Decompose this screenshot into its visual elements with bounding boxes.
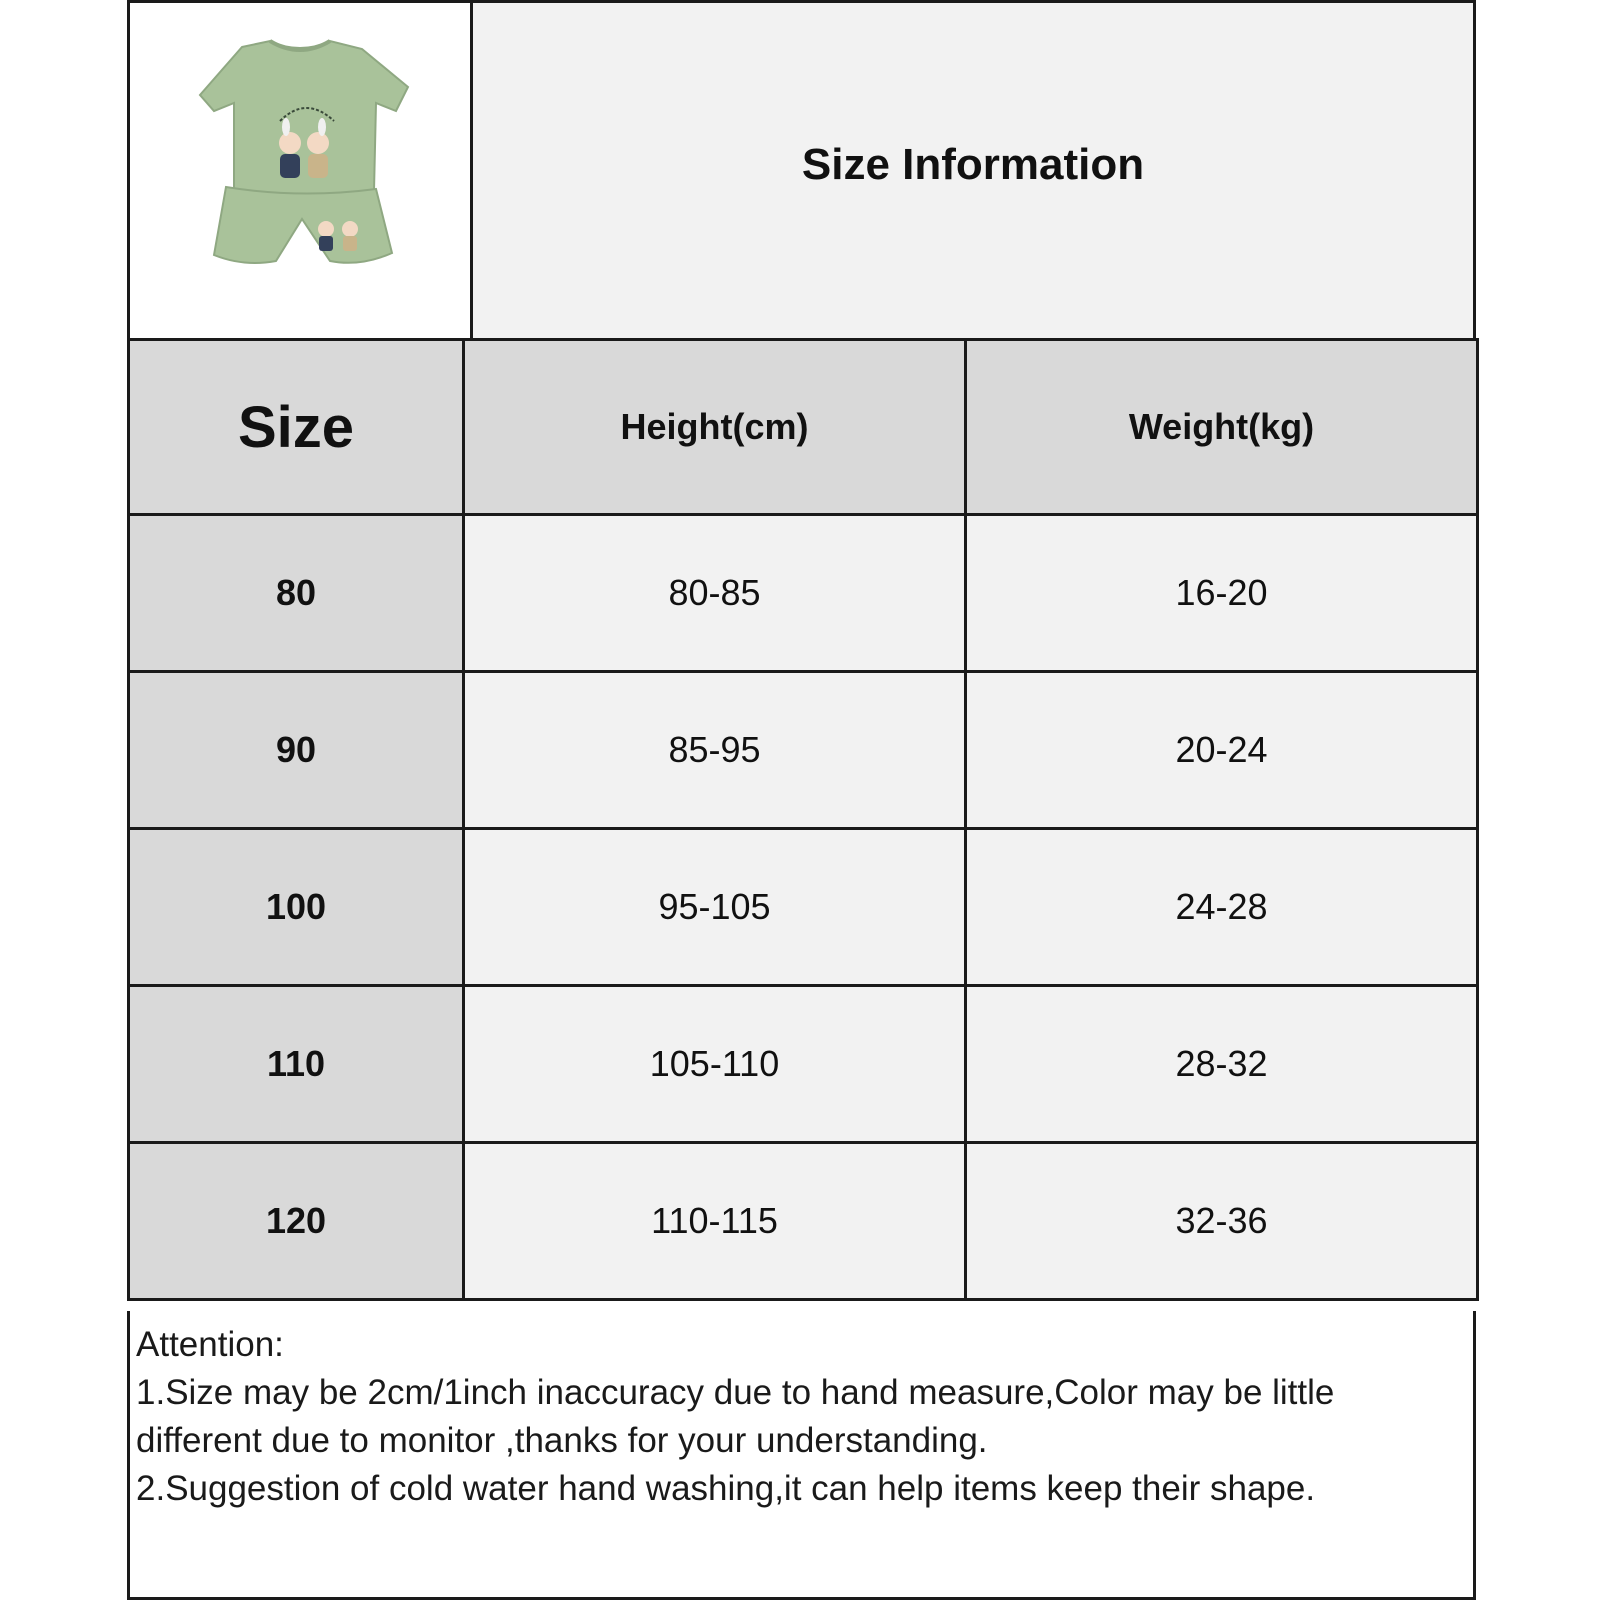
column-header-size: Size xyxy=(129,340,464,515)
size-chart xyxy=(127,0,1476,1600)
height-cell: 85-95 xyxy=(464,672,966,829)
size-cell: 100 xyxy=(129,829,464,986)
table-row xyxy=(129,829,1478,986)
table-row xyxy=(129,986,1478,1143)
column-header-height: Height(cm) xyxy=(464,340,966,515)
table-header-row xyxy=(129,340,1478,515)
table-row xyxy=(129,1143,1478,1300)
weight-cell: 32-36 xyxy=(966,1143,1478,1300)
size-table xyxy=(127,338,1479,1301)
attention-notes xyxy=(127,1311,1476,1600)
outfit-illustration xyxy=(130,3,470,335)
height-cell: 110-115 xyxy=(464,1143,966,1300)
weight-cell: 28-32 xyxy=(966,986,1478,1143)
column-header-weight: Weight(kg) xyxy=(966,340,1478,515)
height-cell: 95-105 xyxy=(464,829,966,986)
title-cell xyxy=(473,3,1473,338)
product-image xyxy=(130,3,473,338)
size-cell: 110 xyxy=(129,986,464,1143)
notes-line-1: 1.Size may be 2cm/1inch inaccuracy due to hand measure,Color may be little different due to monitor ,thanks for your understanding. xyxy=(136,1373,1335,1460)
page-title: Size Information xyxy=(801,139,1145,189)
size-cell: 120 xyxy=(129,1143,464,1300)
size-cell: 90 xyxy=(129,672,464,829)
height-cell: 80-85 xyxy=(464,515,966,672)
header-row xyxy=(127,0,1476,341)
weight-cell: 24-28 xyxy=(966,829,1478,986)
table-row xyxy=(129,672,1478,829)
weight-cell: 20-24 xyxy=(966,672,1478,829)
notes-heading: Attention: xyxy=(136,1325,284,1364)
height-cell: 105-110 xyxy=(464,986,966,1143)
table-row xyxy=(129,515,1478,672)
weight-cell: 16-20 xyxy=(966,515,1478,672)
notes-line-2: 2.Suggestion of cold water hand washing,it can help items keep their shape. xyxy=(136,1469,1316,1508)
size-cell: 80 xyxy=(129,515,464,672)
